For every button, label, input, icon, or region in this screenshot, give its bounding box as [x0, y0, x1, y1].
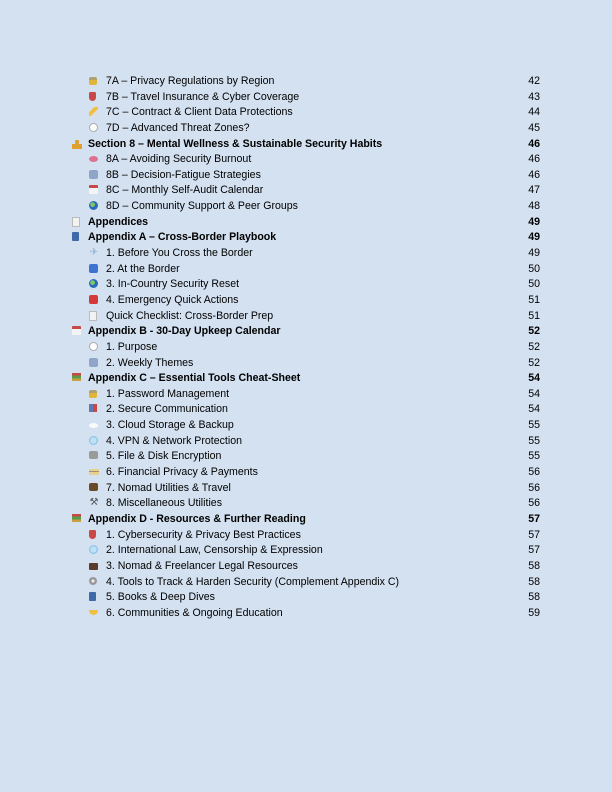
toc-subsection-entry[interactable]: [0, 121, 612, 137]
toc-page-number[interactable]: 55: [528, 450, 540, 463]
toc-subsection-entry[interactable]: [0, 152, 612, 168]
disk-icon: [89, 451, 98, 459]
toc-page-number[interactable]: 57: [528, 512, 540, 525]
toc-entry-label[interactable]: 2. At the Border: [106, 262, 180, 275]
toc-section-entry[interactable]: [0, 215, 612, 231]
toc-entry-label[interactable]: 7. Nomad Utilities & Travel: [106, 481, 231, 494]
shield-icon: [89, 530, 96, 539]
toc-entry-label[interactable]: Quick Checklist: Cross-Border Prep: [106, 309, 274, 322]
toc-page-number[interactable]: 46: [528, 137, 540, 150]
lock-icon: [89, 390, 97, 398]
toc-page-number[interactable]: 44: [528, 106, 540, 119]
toc-page-number[interactable]: 49: [528, 231, 540, 244]
toc-page-number[interactable]: 55: [528, 419, 540, 432]
toc-entry-label[interactable]: 7A – Privacy Regulations by Region: [106, 75, 275, 87]
toc-page-number[interactable]: 50: [528, 278, 540, 291]
toc-entry-label[interactable]: 5. Books & Deep Dives: [106, 591, 215, 604]
toc-page-number[interactable]: 57: [528, 528, 540, 541]
meditation-person-icon: [72, 139, 82, 149]
toc-page-number[interactable]: 59: [528, 606, 540, 619]
toc-entry-label[interactable]: 3. In-Country Security Reset: [106, 278, 240, 291]
table-of-contents: [0, 74, 612, 621]
globe-icon: [89, 279, 98, 288]
toc-subsection-entry[interactable]: [0, 199, 612, 215]
shield-icon: [89, 92, 96, 101]
toc-page-number[interactable]: 42: [528, 75, 540, 87]
arrow-button-icon: [89, 264, 98, 273]
toc-page-number[interactable]: 56: [528, 497, 540, 510]
toc-entry-label[interactable]: 3. Nomad & Freelancer Legal Resources: [106, 559, 298, 572]
toc-section-entry[interactable]: [0, 512, 612, 528]
toc-subsection-entry[interactable]: [0, 496, 612, 512]
toc-page-number[interactable]: 52: [528, 325, 540, 338]
toc-subsection-entry[interactable]: [0, 356, 612, 372]
calendar-icon: [72, 326, 81, 335]
toc-entry-label[interactable]: Appendix C – Essential Tools Cheat-Sheet: [88, 372, 301, 385]
brain-icon: [89, 156, 98, 162]
toc-subsection-entry[interactable]: [0, 168, 612, 184]
toc-subsection-entry[interactable]: [0, 590, 612, 606]
inbox-icon: [89, 358, 98, 367]
suitcase-icon: [89, 483, 98, 491]
toc-page-number[interactable]: 45: [528, 121, 540, 134]
toc-page-number[interactable]: 48: [528, 200, 540, 213]
clock-icon: [89, 123, 98, 132]
document-icon: [89, 311, 97, 321]
toc-subsection-entry[interactable]: [0, 606, 612, 622]
toc-entry-label[interactable]: 8. Miscellaneous Utilities: [106, 497, 222, 510]
toc-subsection-entry[interactable]: [0, 449, 612, 465]
toc-entry-label[interactable]: 8B – Decision-Fatigue Strategies: [106, 168, 261, 181]
toc-page-number[interactable]: 57: [528, 544, 540, 557]
toc-entry-label[interactable]: 8C – Monthly Self-Audit Calendar: [106, 184, 264, 197]
tools-icon: ⚒: [89, 497, 99, 509]
books-icon: [72, 373, 81, 381]
toc-subsection-entry[interactable]: [0, 402, 612, 418]
toc-subsection-entry[interactable]: [0, 575, 612, 591]
gear-icon: [89, 577, 97, 585]
cloud-icon: [89, 423, 98, 428]
mailbox-icon: [89, 404, 97, 412]
toc-entry-label[interactable]: 6. Communities & Ongoing Education: [106, 606, 283, 619]
toc-subsection-entry[interactable]: [0, 387, 612, 403]
book-icon: [89, 592, 96, 601]
calendar-icon: [89, 185, 98, 194]
toc-entry-label[interactable]: Appendix B - 30-Day Upkeep Calendar: [88, 325, 281, 338]
airplane-icon: ✈: [89, 247, 99, 259]
toc-subsection-entry[interactable]: [0, 434, 612, 450]
toc-subsection-entry[interactable]: [0, 559, 612, 575]
toc-subsection-entry[interactable]: [0, 340, 612, 356]
toc-page-number[interactable]: 55: [528, 434, 540, 447]
toc-page-number[interactable]: 56: [528, 481, 540, 494]
toc-page-number[interactable]: 51: [528, 293, 540, 306]
toc-entry-label[interactable]: 2. International Law, Censorship & Expression: [106, 544, 323, 557]
document-icon: [72, 217, 80, 227]
toc-page-number[interactable]: 49: [528, 215, 540, 228]
toc-page-number[interactable]: 54: [528, 372, 540, 385]
toc-entry-label[interactable]: 4. VPN & Network Protection: [106, 434, 243, 447]
toc-entry-label[interactable]: 4. Emergency Quick Actions: [106, 293, 239, 306]
toc-page-number[interactable]: 54: [528, 403, 540, 416]
toc-page-number[interactable]: 54: [528, 387, 540, 400]
toc-entry-label[interactable]: 7B – Travel Insurance & Cyber Coverage: [106, 90, 300, 103]
toc-page-number[interactable]: 49: [528, 247, 540, 260]
lock-icon: [89, 77, 97, 85]
toc-page-number[interactable]: 51: [528, 309, 540, 322]
toc-page-number[interactable]: 46: [528, 153, 540, 166]
toc-page-number[interactable]: 50: [528, 262, 540, 275]
toc-subsection-entry[interactable]: [0, 183, 612, 199]
toc-page-number[interactable]: 58: [528, 591, 540, 604]
handshake-icon: [89, 610, 98, 615]
toc-entry-label[interactable]: 4. Tools to Track & Harden Security (Complement Appendix C): [106, 575, 400, 588]
toc-subsection-entry[interactable]: [0, 418, 612, 434]
toc-entry-label[interactable]: 5. File & Disk Encryption: [106, 450, 222, 463]
toc-subsection-entry[interactable]: [0, 246, 612, 262]
toc-entry-label[interactable]: Appendix D - Resources & Further Reading: [88, 512, 306, 525]
clock-icon: [89, 342, 98, 351]
toc-page-number[interactable]: 56: [528, 466, 540, 479]
toc-entry-label[interactable]: Appendix A – Cross-Border Playbook: [88, 231, 277, 244]
toc-entry-label[interactable]: 1. Cybersecurity & Privacy Best Practices: [106, 528, 301, 541]
briefcase-icon: [89, 563, 98, 570]
toc-page-number[interactable]: 52: [528, 340, 540, 353]
toc-entry-label[interactable]: 8D – Community Support & Peer Groups: [106, 200, 298, 213]
toc-section-entry[interactable]: [0, 137, 612, 153]
toc-section-entry[interactable]: [0, 230, 612, 246]
toc-entry-label[interactable]: 7C – Contract & Client Data Protections: [106, 106, 293, 119]
toc-section-entry[interactable]: [0, 371, 612, 387]
toc-subsection-entry[interactable]: [0, 309, 612, 325]
toc-entry-label[interactable]: 1. Purpose: [106, 340, 158, 353]
toc-page-number[interactable]: 58: [528, 559, 540, 572]
web-globe-icon: [89, 545, 98, 554]
toc-entry-label[interactable]: 8A – Avoiding Security Burnout: [106, 153, 252, 166]
toc-page-number[interactable]: 58: [528, 575, 540, 588]
toc-entry-label[interactable]: 6. Financial Privacy & Payments: [106, 466, 258, 479]
toc-subsection-entry[interactable]: [0, 528, 612, 544]
toc-entry-label[interactable]: 2. Secure Communication: [106, 403, 228, 416]
toc-subsection-entry[interactable]: [0, 277, 612, 293]
toc-entry-label[interactable]: Section 8 – Mental Wellness & Sustainable Security Habits: [88, 137, 383, 150]
toc-subsection-entry[interactable]: [0, 543, 612, 559]
toc-subsection-entry[interactable]: [0, 481, 612, 497]
toc-page-number[interactable]: 46: [528, 168, 540, 181]
toc-page-number[interactable]: 47: [528, 184, 540, 197]
books-icon: [72, 514, 81, 522]
toc-page-number[interactable]: 43: [528, 90, 540, 103]
toc-entry-label[interactable]: 3. Cloud Storage & Backup: [106, 419, 234, 432]
toc-subsection-entry[interactable]: [0, 105, 612, 121]
inbox-icon: [89, 170, 98, 179]
toc-entry-label[interactable]: 2. Weekly Themes: [106, 356, 194, 369]
toc-subsection-entry[interactable]: [0, 90, 612, 106]
sos-icon: [89, 295, 98, 304]
toc-entry-label[interactable]: 1. Password Management: [106, 387, 230, 400]
toc-subsection-entry[interactable]: [0, 293, 612, 309]
toc-subsection-entry[interactable]: [0, 74, 612, 90]
web-globe-icon: [89, 436, 98, 445]
toc-subsection-entry[interactable]: [0, 262, 612, 278]
globe-icon: [89, 201, 98, 210]
toc-entry-label[interactable]: 7D – Advanced Threat Zones?: [106, 121, 250, 134]
credit-card-icon: [89, 469, 99, 475]
toc-section-entry[interactable]: [0, 324, 612, 340]
toc-entry-label[interactable]: 1. Before You Cross the Border: [106, 247, 253, 260]
toc-entry-label[interactable]: Appendices: [88, 215, 149, 228]
toc-subsection-entry[interactable]: [0, 465, 612, 481]
toc-page-number[interactable]: 52: [528, 356, 540, 369]
book-icon: [72, 232, 79, 241]
pencil-icon: [89, 107, 98, 116]
